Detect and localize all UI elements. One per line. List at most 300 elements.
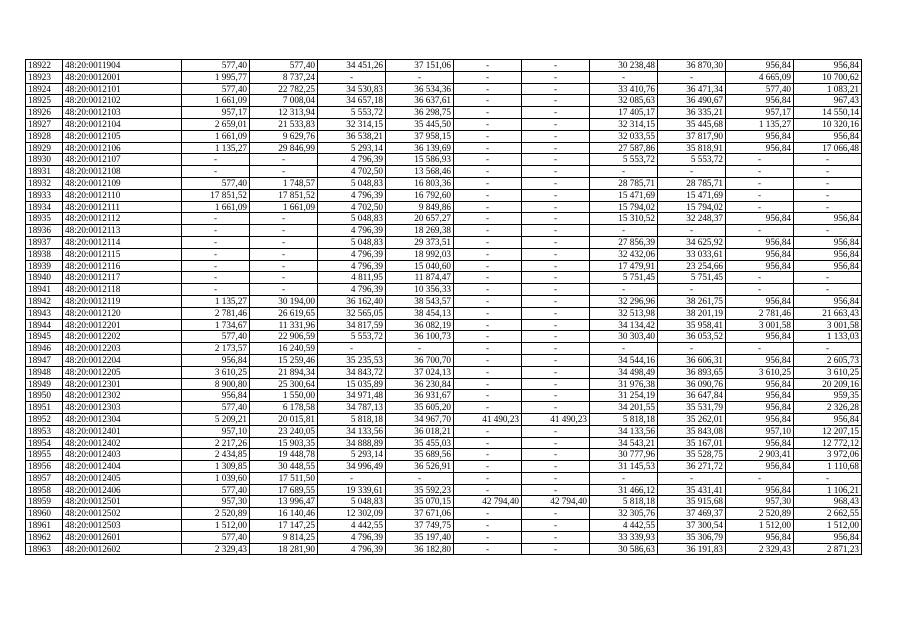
table-row — [26, 83, 862, 95]
value-cell: 967,43 — [794, 95, 862, 107]
value-cell: 34 133,56 — [590, 425, 658, 437]
table-row — [26, 425, 862, 437]
cadastral-number-cell: 48:20:0012406 — [63, 484, 182, 496]
value-cell: - — [454, 520, 522, 532]
value-cell: 1 512,00 — [794, 520, 862, 532]
value-cell: 21 533,83 — [250, 118, 318, 130]
value-cell: 37 024,13 — [386, 366, 454, 378]
row-number-cell: 18944 — [26, 319, 63, 331]
value-cell: 22 906,59 — [250, 331, 318, 343]
value-cell: - — [794, 343, 862, 355]
row-number-cell: 18954 — [26, 437, 63, 449]
value-cell: 37 958,15 — [386, 130, 454, 142]
value-cell: 5 751,45 — [658, 272, 726, 284]
value-cell: - — [590, 284, 658, 296]
value-cell: 35 605,20 — [386, 402, 454, 414]
value-cell: 12 302,09 — [318, 508, 386, 520]
value-cell: - — [522, 343, 590, 355]
row-number-cell: 18959 — [26, 496, 63, 508]
value-cell: 2 326,28 — [794, 402, 862, 414]
value-cell: 2 903,41 — [726, 449, 794, 461]
value-cell: 37 817,90 — [658, 130, 726, 142]
value-cell: 9 814,25 — [250, 531, 318, 543]
value-cell: 33 339,93 — [590, 531, 658, 543]
row-number-cell: 18940 — [26, 272, 63, 284]
cadastral-number-cell: 48:20:0012106 — [63, 142, 182, 154]
value-cell: 4 702,50 — [318, 201, 386, 213]
value-cell: 956,84 — [726, 95, 794, 107]
value-cell: 18 269,38 — [386, 225, 454, 237]
value-cell: 959,35 — [794, 390, 862, 402]
value-cell: 957,17 — [726, 107, 794, 119]
cadastral-number-cell: 48:20:0012601 — [63, 531, 182, 543]
value-cell: - — [182, 166, 250, 178]
value-cell: 1 734,67 — [182, 319, 250, 331]
table-row — [26, 272, 862, 284]
value-cell: 38 543,57 — [386, 295, 454, 307]
row-number-cell: 18951 — [26, 402, 63, 414]
value-cell: 1 661,09 — [182, 130, 250, 142]
cadastral-number-cell: 48:20:0012501 — [63, 496, 182, 508]
cadastral-number-cell: 48:20:0012107 — [63, 154, 182, 166]
value-cell: - — [522, 260, 590, 272]
row-number-cell: 18961 — [26, 520, 63, 532]
value-cell: - — [454, 319, 522, 331]
value-cell: - — [454, 390, 522, 402]
value-cell: - — [522, 390, 590, 402]
value-cell: - — [318, 343, 386, 355]
row-number-cell: 18927 — [26, 118, 63, 130]
value-cell: 1 748,57 — [250, 177, 318, 189]
cadastral-number-cell: 48:20:0012503 — [63, 520, 182, 532]
value-cell: 37 749,75 — [386, 520, 454, 532]
value-cell: - — [454, 248, 522, 260]
value-cell: 956,84 — [794, 260, 862, 272]
value-cell: - — [726, 472, 794, 484]
value-cell: - — [454, 189, 522, 201]
value-cell: 30 448,55 — [250, 461, 318, 473]
table-row — [26, 343, 862, 355]
value-cell: 956,84 — [726, 236, 794, 248]
cadastral-number-cell: 48:20:0011904 — [63, 60, 182, 72]
cadastral-number-cell: 48:20:0012119 — [63, 295, 182, 307]
table-row — [26, 319, 862, 331]
value-cell: - — [454, 236, 522, 248]
row-number-cell: 18943 — [26, 307, 63, 319]
table-row — [26, 107, 862, 119]
value-cell: - — [454, 95, 522, 107]
value-cell: 9 629,76 — [250, 130, 318, 142]
value-cell: - — [454, 225, 522, 237]
table-row — [26, 543, 862, 555]
value-cell: 1 106,21 — [794, 484, 862, 496]
value-cell: 32 314,15 — [590, 118, 658, 130]
table-row — [26, 354, 862, 366]
value-cell: - — [454, 343, 522, 355]
row-number-cell: 18948 — [26, 366, 63, 378]
value-cell: 956,84 — [726, 295, 794, 307]
cadastral-number-cell: 48:20:0012201 — [63, 319, 182, 331]
value-cell: 36 637,61 — [386, 95, 454, 107]
value-cell: 2 217,26 — [182, 437, 250, 449]
value-cell: 5 553,72 — [318, 331, 386, 343]
row-number-cell: 18947 — [26, 354, 63, 366]
value-cell: 956,84 — [794, 248, 862, 260]
cadastral-number-cell: 48:20:0012109 — [63, 177, 182, 189]
value-cell: 5 048,83 — [318, 177, 386, 189]
table-row — [26, 378, 862, 390]
value-cell: 36 191,83 — [658, 543, 726, 555]
cadastral-number-cell: 48:20:0012115 — [63, 248, 182, 260]
value-cell: - — [658, 71, 726, 83]
value-cell: - — [182, 272, 250, 284]
row-number-cell: 18938 — [26, 248, 63, 260]
value-cell: 15 903,35 — [250, 437, 318, 449]
value-cell: 957,30 — [726, 496, 794, 508]
value-cell: 968,43 — [794, 496, 862, 508]
value-cell: 36 230,84 — [386, 378, 454, 390]
value-cell: - — [522, 331, 590, 343]
value-cell: - — [454, 366, 522, 378]
row-number-cell: 18952 — [26, 413, 63, 425]
value-cell: 21 663,43 — [794, 307, 862, 319]
cadastral-number-cell: 48:20:0012001 — [63, 71, 182, 83]
value-cell: 35 818,91 — [658, 142, 726, 154]
value-cell: - — [522, 508, 590, 520]
value-cell: 2 781,46 — [182, 307, 250, 319]
value-cell: 17 066,48 — [794, 142, 862, 154]
value-cell: 4 702,50 — [318, 166, 386, 178]
row-number-cell: 18946 — [26, 343, 63, 355]
table-row — [26, 402, 862, 414]
value-cell: 35 689,56 — [386, 449, 454, 461]
value-cell: 956,84 — [726, 260, 794, 272]
value-cell: 10 700,62 — [794, 71, 862, 83]
value-cell: 36 082,19 — [386, 319, 454, 331]
value-cell: 3 610,25 — [182, 366, 250, 378]
value-cell: 32 432,06 — [590, 248, 658, 260]
value-cell: 34 530,83 — [318, 83, 386, 95]
value-cell: - — [182, 225, 250, 237]
value-cell: 38 454,13 — [386, 307, 454, 319]
value-cell: 956,84 — [726, 248, 794, 260]
row-number-cell: 18925 — [26, 95, 63, 107]
value-cell: - — [454, 107, 522, 119]
value-cell: - — [794, 284, 862, 296]
value-cell: 18 992,03 — [386, 248, 454, 260]
value-cell: 34 498,49 — [590, 366, 658, 378]
value-cell: - — [454, 272, 522, 284]
value-cell: - — [522, 319, 590, 331]
value-cell: - — [454, 378, 522, 390]
value-cell: 5 553,72 — [658, 154, 726, 166]
value-cell: 30 194,00 — [250, 295, 318, 307]
table-row — [26, 472, 862, 484]
value-cell: 32 565,05 — [318, 307, 386, 319]
value-cell: - — [794, 201, 862, 213]
value-cell: 15 040,60 — [386, 260, 454, 272]
cadastral-number-cell: 48:20:0012205 — [63, 366, 182, 378]
value-cell: 36 647,84 — [658, 390, 726, 402]
row-number-cell: 18956 — [26, 461, 63, 473]
value-cell: - — [182, 236, 250, 248]
value-cell: - — [454, 531, 522, 543]
value-cell: 34 201,55 — [590, 402, 658, 414]
value-cell: 15 586,93 — [386, 154, 454, 166]
value-cell: - — [386, 343, 454, 355]
value-cell: 37 300,54 — [658, 520, 726, 532]
value-cell: - — [658, 284, 726, 296]
value-cell: 28 785,71 — [658, 177, 726, 189]
value-cell: 35 167,01 — [658, 437, 726, 449]
value-cell: 1 661,09 — [182, 201, 250, 213]
value-cell: - — [454, 508, 522, 520]
row-number-cell: 18939 — [26, 260, 63, 272]
value-cell: 4 796,39 — [318, 248, 386, 260]
value-cell: 36 100,73 — [386, 331, 454, 343]
cadastral-number-cell: 48:20:0012105 — [63, 130, 182, 142]
value-cell: 37 151,06 — [386, 60, 454, 72]
value-cell: 577,40 — [182, 83, 250, 95]
value-cell: - — [794, 154, 862, 166]
value-cell: 13 568,46 — [386, 166, 454, 178]
value-cell: 36 139,69 — [386, 142, 454, 154]
value-cell: 36 931,67 — [386, 390, 454, 402]
value-cell: - — [522, 130, 590, 142]
value-cell: 957,10 — [726, 425, 794, 437]
value-cell: - — [454, 213, 522, 225]
value-cell: - — [454, 142, 522, 154]
value-cell: - — [726, 201, 794, 213]
value-cell: - — [726, 166, 794, 178]
value-cell: 577,40 — [182, 331, 250, 343]
value-cell: - — [522, 402, 590, 414]
value-cell: - — [522, 307, 590, 319]
table-row — [26, 189, 862, 201]
value-cell: 36 870,30 — [658, 60, 726, 72]
value-cell: 27 587,86 — [590, 142, 658, 154]
table-row — [26, 201, 862, 213]
value-cell: - — [726, 284, 794, 296]
value-cell: - — [726, 272, 794, 284]
value-cell: 34 888,89 — [318, 437, 386, 449]
value-cell: 4 796,39 — [318, 260, 386, 272]
data-table-container — [25, 59, 862, 555]
value-cell: 1 661,09 — [250, 201, 318, 213]
value-cell: 7 008,04 — [250, 95, 318, 107]
value-cell: 27 856,39 — [590, 236, 658, 248]
value-cell: 5 553,72 — [590, 154, 658, 166]
value-cell: - — [522, 531, 590, 543]
row-number-cell: 18928 — [26, 130, 63, 142]
row-number-cell: 18933 — [26, 189, 63, 201]
value-cell: 956,84 — [794, 213, 862, 225]
value-cell: - — [182, 260, 250, 272]
value-cell: 5 818,18 — [318, 413, 386, 425]
value-cell: 577,40 — [182, 531, 250, 543]
value-cell: - — [522, 166, 590, 178]
value-cell: 956,84 — [726, 130, 794, 142]
table-row — [26, 331, 862, 343]
row-number-cell: 18937 — [26, 236, 63, 248]
value-cell: 30 303,40 — [590, 331, 658, 343]
value-cell: - — [658, 225, 726, 237]
value-cell: 1 661,09 — [182, 95, 250, 107]
value-cell: 17 479,91 — [590, 260, 658, 272]
cadastral-number-cell: 48:20:0012303 — [63, 402, 182, 414]
value-cell: 577,40 — [182, 60, 250, 72]
value-cell: 34 817,59 — [318, 319, 386, 331]
value-cell: 35 235,53 — [318, 354, 386, 366]
value-cell: 34 625,92 — [658, 236, 726, 248]
value-cell: 16 140,46 — [250, 508, 318, 520]
value-cell: - — [522, 520, 590, 532]
value-cell: 32 033,55 — [590, 130, 658, 142]
value-cell: 1 135,27 — [726, 118, 794, 130]
value-cell: - — [454, 71, 522, 83]
value-cell: - — [522, 543, 590, 555]
value-cell: 13 996,47 — [250, 496, 318, 508]
row-number-cell: 18955 — [26, 449, 63, 461]
value-cell: 42 794,40 — [454, 496, 522, 508]
value-cell: - — [522, 201, 590, 213]
value-cell: 1 133,03 — [794, 331, 862, 343]
value-cell: 23 254,66 — [658, 260, 726, 272]
value-cell: 17 511,50 — [250, 472, 318, 484]
value-cell: 577,40 — [182, 402, 250, 414]
value-cell: 4 796,39 — [318, 225, 386, 237]
cadastral-number-cell: 48:20:0012112 — [63, 213, 182, 225]
value-cell: - — [318, 472, 386, 484]
value-cell: 8 737,24 — [250, 71, 318, 83]
cadastral-number-cell: 48:20:0012102 — [63, 95, 182, 107]
value-cell: - — [726, 189, 794, 201]
value-cell: 15 794,02 — [658, 201, 726, 213]
row-number-cell: 18950 — [26, 390, 63, 402]
value-cell: 12 772,12 — [794, 437, 862, 449]
value-cell: 9 849,86 — [386, 201, 454, 213]
row-number-cell: 18957 — [26, 472, 63, 484]
cadastral-number-cell: 48:20:0012111 — [63, 201, 182, 213]
value-cell: 30 238,48 — [590, 60, 658, 72]
value-cell: 36 538,21 — [318, 130, 386, 142]
value-cell: 35 843,08 — [658, 425, 726, 437]
value-cell: - — [522, 142, 590, 154]
row-number-cell: 18941 — [26, 284, 63, 296]
table-row — [26, 295, 862, 307]
value-cell: 32 085,63 — [590, 95, 658, 107]
value-cell: - — [658, 343, 726, 355]
value-cell: - — [454, 484, 522, 496]
value-cell: - — [454, 60, 522, 72]
table-row — [26, 307, 862, 319]
value-cell: 28 785,71 — [590, 177, 658, 189]
cadastral-number-cell: 48:20:0012114 — [63, 236, 182, 248]
value-cell: 19 339,61 — [318, 484, 386, 496]
value-cell: - — [522, 461, 590, 473]
value-cell: - — [522, 272, 590, 284]
value-cell: 36 526,91 — [386, 461, 454, 473]
value-cell: - — [794, 225, 862, 237]
value-cell: 23 240,05 — [250, 425, 318, 437]
value-cell: - — [386, 472, 454, 484]
table-row — [26, 71, 862, 83]
row-number-cell: 18963 — [26, 543, 63, 555]
value-cell: 18 281,90 — [250, 543, 318, 555]
value-cell: 34 134,42 — [590, 319, 658, 331]
value-cell: 956,84 — [726, 402, 794, 414]
value-cell: 41 490,23 — [522, 413, 590, 425]
value-cell: 36 090,76 — [658, 378, 726, 390]
value-cell: - — [454, 260, 522, 272]
value-cell: - — [522, 95, 590, 107]
value-cell: 35 915,68 — [658, 496, 726, 508]
row-number-cell: 18936 — [26, 225, 63, 237]
value-cell: - — [454, 425, 522, 437]
value-cell: 42 794,40 — [522, 496, 590, 508]
value-cell: 10 356,33 — [386, 284, 454, 296]
table-row — [26, 166, 862, 178]
value-cell: 956,84 — [726, 331, 794, 343]
value-cell: 2 173,57 — [182, 343, 250, 355]
value-cell: 32 296,96 — [590, 295, 658, 307]
row-number-cell: 18931 — [26, 166, 63, 178]
value-cell: - — [250, 213, 318, 225]
value-cell: 35 306,79 — [658, 531, 726, 543]
value-cell: - — [250, 236, 318, 248]
value-cell: - — [522, 107, 590, 119]
value-cell: 956,84 — [726, 213, 794, 225]
value-cell: - — [726, 154, 794, 166]
value-cell: - — [522, 236, 590, 248]
row-number-cell: 18935 — [26, 213, 63, 225]
value-cell: - — [250, 225, 318, 237]
cadastral-number-cell: 48:20:0012502 — [63, 508, 182, 520]
row-number-cell: 18942 — [26, 295, 63, 307]
cadastral-number-cell: 48:20:0012301 — [63, 378, 182, 390]
value-cell: - — [454, 118, 522, 130]
table-row — [26, 154, 862, 166]
value-cell: - — [522, 484, 590, 496]
value-cell: 956,84 — [726, 390, 794, 402]
value-cell: - — [590, 71, 658, 83]
cadastral-number-cell: 48:20:0012405 — [63, 472, 182, 484]
value-cell: 956,84 — [794, 236, 862, 248]
value-cell: 1 995,77 — [182, 71, 250, 83]
value-cell: 4 796,39 — [318, 189, 386, 201]
value-cell: 31 145,53 — [590, 461, 658, 473]
row-number-cell: 18922 — [26, 60, 63, 72]
row-number-cell: 18958 — [26, 484, 63, 496]
cadastral-number-cell: 48:20:0012108 — [63, 166, 182, 178]
value-cell: - — [454, 449, 522, 461]
value-cell: 34 451,26 — [318, 60, 386, 72]
value-cell: 1 309,85 — [182, 461, 250, 473]
value-cell: - — [454, 461, 522, 473]
value-cell: - — [454, 154, 522, 166]
value-cell: 36 298,75 — [386, 107, 454, 119]
value-cell: 16 803,36 — [386, 177, 454, 189]
value-cell: 11 331,96 — [250, 319, 318, 331]
value-cell: 35 262,01 — [658, 413, 726, 425]
table-row — [26, 366, 862, 378]
value-cell: 26 619,65 — [250, 307, 318, 319]
value-cell: 2 871,23 — [794, 543, 862, 555]
value-cell: 32 305,76 — [590, 508, 658, 520]
value-cell: - — [454, 83, 522, 95]
value-cell: 956,84 — [726, 413, 794, 425]
value-cell: 34 996,49 — [318, 461, 386, 473]
